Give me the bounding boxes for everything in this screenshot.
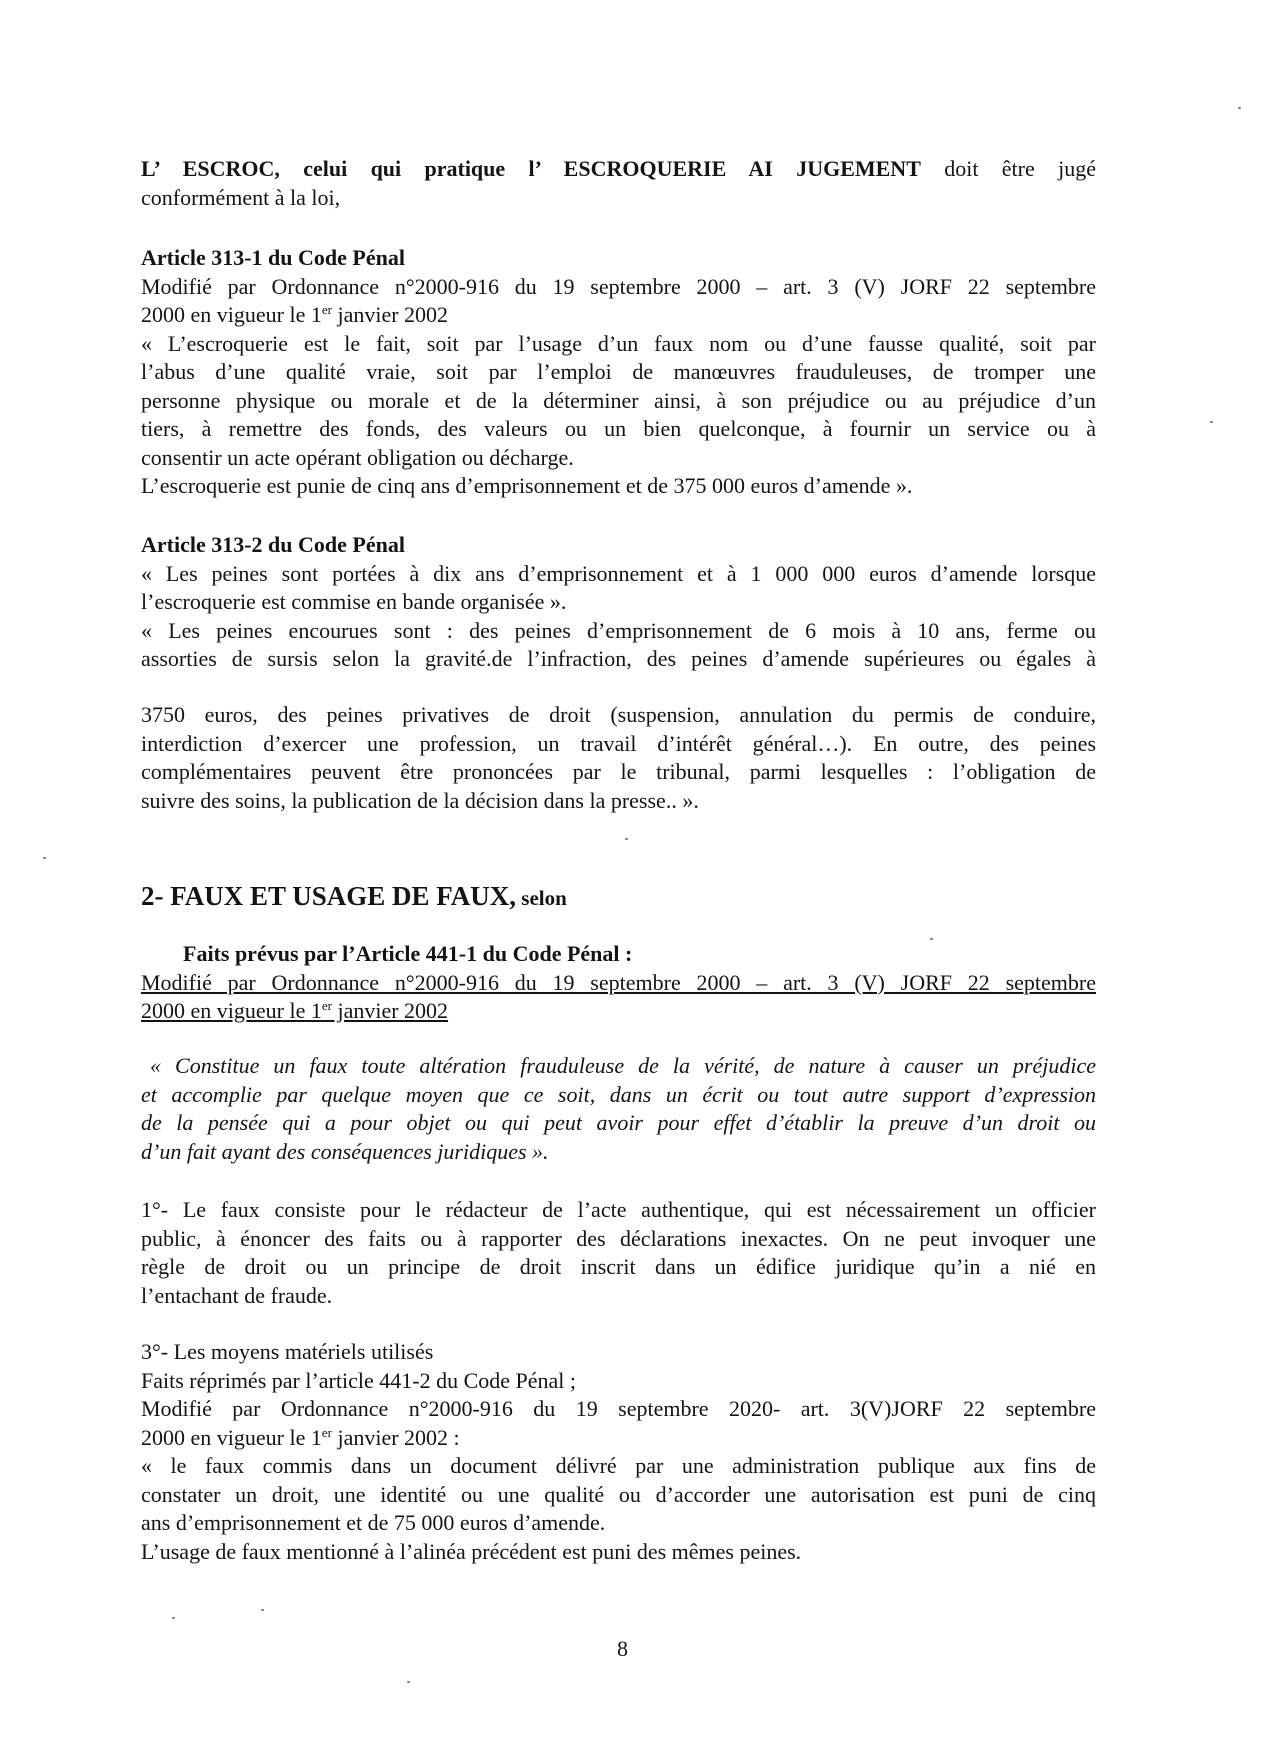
scan-speck <box>930 938 933 940</box>
article-313-1-body-line: tiers, à remettre des fonds, des valeurs ou un bien quelconque, à fournir un service ou à <box>141 416 1096 441</box>
point-3-title: 3°- Les moyens matériels utilisés <box>141 1339 434 1364</box>
article-313-2-cont-line: complémentaires peuvent être prononcées par le tribunal, parmi lesquelles : l’obligation de <box>141 759 1096 784</box>
scan-speck <box>625 838 628 840</box>
point-1-line: public, à énoncer des faits ou à rapporter des déclarations inexactes. On ne peut invoquer une <box>141 1225 1096 1251</box>
point-3-last-line: L’usage de faux mentionné à l’alinéa précédent est puni des mêmes peines. <box>141 1538 802 1564</box>
intro-text: doit être jugé <box>920 156 1096 181</box>
point-1-line: règle de droit ou un principe de droit inscrit dans un édifice juridique qu’in a nié en <box>141 1254 1096 1279</box>
point-3-paragraph <box>141 1338 1096 1566</box>
scan-speck <box>1210 421 1213 423</box>
section-2-quote <box>141 1052 1096 1166</box>
intro-line-1 <box>141 155 1096 184</box>
intro-paragraph <box>141 155 1096 212</box>
scan-speck <box>261 1609 264 1611</box>
article-313-2-cont-line: 3750 euros, des peines privatives de droit (suspension, annulation du permis de conduire, <box>141 702 1096 727</box>
point-3-mod-line-1: Modifié par Ordonnance n°2000-916 du 19 septembre 2020- art. 3(V)JORF 22 septembre <box>141 1396 1096 1421</box>
article-313-2-title: Article 313-2 du Code Pénal <box>141 532 405 557</box>
section-2-mod-line-1: Modifié par Ordonnance n°2000-916 du 19 septembre 2000 – art. 3 (V) JORF 22 septembre <box>141 969 1096 995</box>
article-313-1-body-line: l’abus d’une qualité vraie, soit par l’emploi de manœuvres frauduleuses, de tromper une <box>141 359 1096 384</box>
article-313-1-title: Article 313-1 du Code Pénal <box>141 245 405 270</box>
article-313-2-body-line: « Les peines sont portées à dix ans d’emprisonnement et à 1 000 000 euros d’amende lorsque <box>141 560 1096 586</box>
scan-speck <box>43 857 46 859</box>
article-313-2-cont-line: interdiction d’exercer une profession, un travail d’intérêt général…). En outre, des peines <box>141 730 1096 756</box>
article-313-2-body-line: assorties de sursis selon la gravité.de l’infraction, des peines d’amende supérieures ou égales à <box>141 646 1096 671</box>
article-313-2-body-line: l’escroquerie est commise en bande organisée ». <box>141 589 567 614</box>
article-313-1 <box>141 244 1096 501</box>
point-3-body-line: ans d’emprisonnement et de 75 000 euros d’amende. <box>141 1510 606 1535</box>
intro-line-2: conformément à la loi, <box>141 184 341 210</box>
article-313-2 <box>141 531 1096 674</box>
scan-speck <box>407 1681 410 1683</box>
article-313-1-body-line: consentir un acte opérant obligation ou décharge. <box>141 444 574 470</box>
intro-bold-text: L’ ESCROC, celui qui pratique l’ ESCROQUERIE AI JUGEMENT <box>141 156 921 181</box>
article-313-2-body-line: « Les peines encourues sont : des peines d’emprisonnement de 6 mois à 10 ans, ferme ou <box>141 617 1096 643</box>
quote-line: et accomplie par quelque moyen que ce soit, dans un écrit ou tout autre support d’expression <box>141 1081 1096 1107</box>
point-3-body-line: constater un droit, une identité ou une qualité ou d’accorder une autorisation est puni de cinq <box>141 1481 1096 1507</box>
quote-line: d’un fait ayant des conséquences juridiques ». <box>141 1138 549 1164</box>
point-1-line: 1°- Le faux consiste pour le rédacteur de l’acte authentique, qui est nécessairement un officier <box>141 1197 1096 1222</box>
scan-speck <box>172 1617 175 1619</box>
scan-speck <box>1238 107 1241 109</box>
quote-line: de la pensée qui a pour objet ou qui peut avoir pour effet d’établir la preuve d’un droit ou <box>141 1110 1096 1135</box>
point-3-body-line: « le faux commis dans un document délivré par une administration publique aux fins de <box>141 1453 1096 1478</box>
point-1-paragraph <box>141 1196 1096 1310</box>
point-3-mod-line-2: 2000 en vigueur le 1er janvier 2002 : <box>141 1424 460 1450</box>
article-313-1-body-line: « L’escroquerie est le fait, soit par l’usage d’un faux nom ou d’une fausse qualité, soit par <box>141 330 1096 356</box>
point-1-line: l’entachant de fraude. <box>141 1282 333 1308</box>
article-313-2-cont-line: suivre des soins, la publication de la décision dans la presse.. ». <box>141 787 699 813</box>
article-313-1-last-line: L’escroquerie est punie de cinq ans d’emprisonnement et de 375 000 euros d’amende ». <box>141 473 913 498</box>
quote-line: « Constitue un faux toute altération frauduleuse de la vérité, de nature à causer un préjudice <box>150 1053 1096 1078</box>
point-3-line: Faits réprimés par l’article 441-2 du Code Pénal ; <box>141 1367 576 1393</box>
article-313-1-mod-line-1: Modifié par Ordonnance n°2000-916 du 19 septembre 2000 – art. 3 (V) JORF 22 septembre <box>141 273 1096 299</box>
article-313-2-continuation <box>141 701 1096 815</box>
section-2-title: 2- FAUX ET USAGE DE FAUX, selon <box>141 881 567 911</box>
article-313-1-mod-line-2: 2000 en vigueur le 1er janvier 2002 <box>141 302 449 327</box>
section-2-subtitle: Faits prévus par l’Article 441-1 du Code Pénal : <box>183 941 633 966</box>
section-2-subheading <box>141 940 1096 1026</box>
page-number: 8 <box>617 1636 628 1661</box>
article-313-1-body-line: personne physique ou morale et de la déterminer ainsi, à son préjudice ou au préjudice d’un <box>141 387 1096 413</box>
section-2-mod-line-2: 2000 en vigueur le 1er janvier 2002 <box>141 998 449 1023</box>
